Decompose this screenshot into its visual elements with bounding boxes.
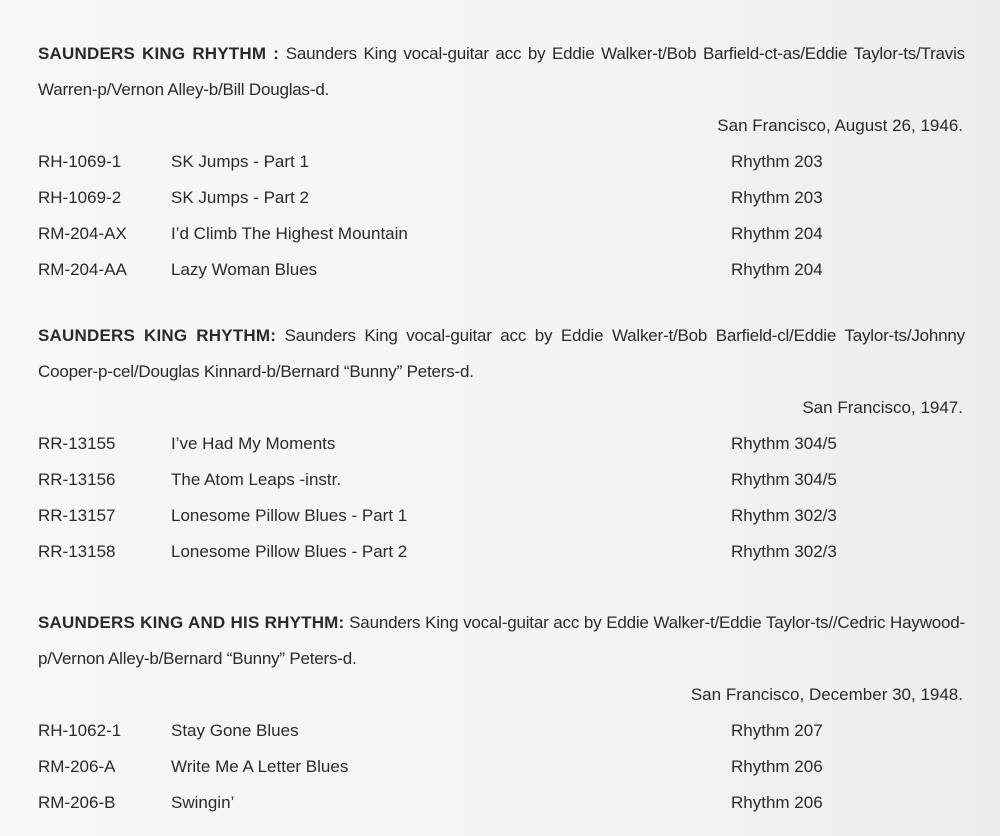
issue-number: Rhythm 204 [731,260,823,279]
track-title: The Atom Leaps -instr. [171,470,342,489]
track-title: Lonesome Pillow Blues - Part 1 [171,506,408,525]
session-personnel: Saunders King vocal-guitar acc by Eddie Walker-t/Bob Barfield-cl/Eddie Taylor-ts/Johnny Cooper-p-cel/Douglas Kinnard-b/Bernard “Bunny” Peters-d. [38,326,965,381]
track-title: Lazy Woman Blues [171,260,318,279]
issue-number: Rhythm 304/5 [731,434,837,453]
track-row [38,426,965,462]
track-list [38,713,965,821]
matrix-number: RH-1062-1 [38,721,122,740]
session-personnel: Saunders King vocal-guitar acc by Eddie Walker-t/Bob Barfield-ct-as/Eddie Taylor-ts/Travis Warren-p/Vernon Alley-b/Bill Douglas-d. [38,44,965,99]
matrix-number: RH-1069-1 [38,152,122,171]
session-header [38,318,965,390]
session-3 [38,605,965,821]
issue-number: Rhythm 206 [731,793,823,812]
track-row [38,216,965,252]
session-leader: SAUNDERS KING AND HIS RHYTHM: [38,613,345,632]
track-title: SK Jumps - Part 1 [171,152,309,171]
matrix-number: RR-13155 [38,434,116,453]
issue-number: Rhythm 302/3 [731,542,837,561]
track-title: I’d Climb The Highest Mountain [171,224,408,243]
track-row [38,498,965,534]
session-header [38,605,965,677]
issue-number: Rhythm 207 [731,721,823,740]
track-list [38,144,965,288]
track-row [38,713,965,749]
session-date: San Francisco, December 30, 1948. [690,685,963,704]
track-row [38,180,965,216]
track-list [38,426,965,570]
track-row [38,252,965,288]
issue-number: Rhythm 204 [731,224,823,243]
track-title: Write Me A Letter Blues [171,757,349,776]
session-leader: SAUNDERS KING RHYTHM: [38,326,277,345]
track-title: SK Jumps - Part 2 [171,188,309,207]
track-title: Stay Gone Blues [171,721,299,740]
session-1 [38,36,965,288]
matrix-number: RM-204-AA [38,260,127,279]
track-row [38,462,965,498]
matrix-number: RR-13157 [38,506,116,525]
track-row [38,144,965,180]
track-row [38,534,965,570]
session-leader: SAUNDERS KING RHYTHM : [38,44,280,63]
matrix-number: RM-206-B [38,793,116,812]
issue-number: Rhythm 304/5 [731,470,837,489]
track-title: Swingin’ [171,793,235,812]
track-title: Lonesome Pillow Blues - Part 2 [171,542,408,561]
session-date: San Francisco, August 26, 1946. [717,116,963,135]
matrix-number: RR-13156 [38,470,116,489]
matrix-number: RR-13158 [38,542,116,561]
issue-number: Rhythm 302/3 [731,506,837,525]
track-row [38,749,965,785]
matrix-number: RM-204-AX [38,224,127,243]
issue-number: Rhythm 206 [731,757,823,776]
session-personnel: Saunders King vocal-guitar acc by Eddie Walker-t/Eddie Taylor-ts//Cedric Haywood-p/Vernon Alley-b/Bernard “Bunny” Peters-d. [38,613,965,668]
issue-number: Rhythm 203 [731,152,823,171]
track-title: I’ve Had My Moments [171,434,336,453]
track-row [38,785,965,821]
matrix-number: RH-1069-2 [38,188,122,207]
matrix-number: RM-206-A [38,757,116,776]
session-date: San Francisco, 1947. [802,398,963,417]
issue-number: Rhythm 203 [731,188,823,207]
session-header [38,36,965,108]
session-2 [38,318,965,570]
